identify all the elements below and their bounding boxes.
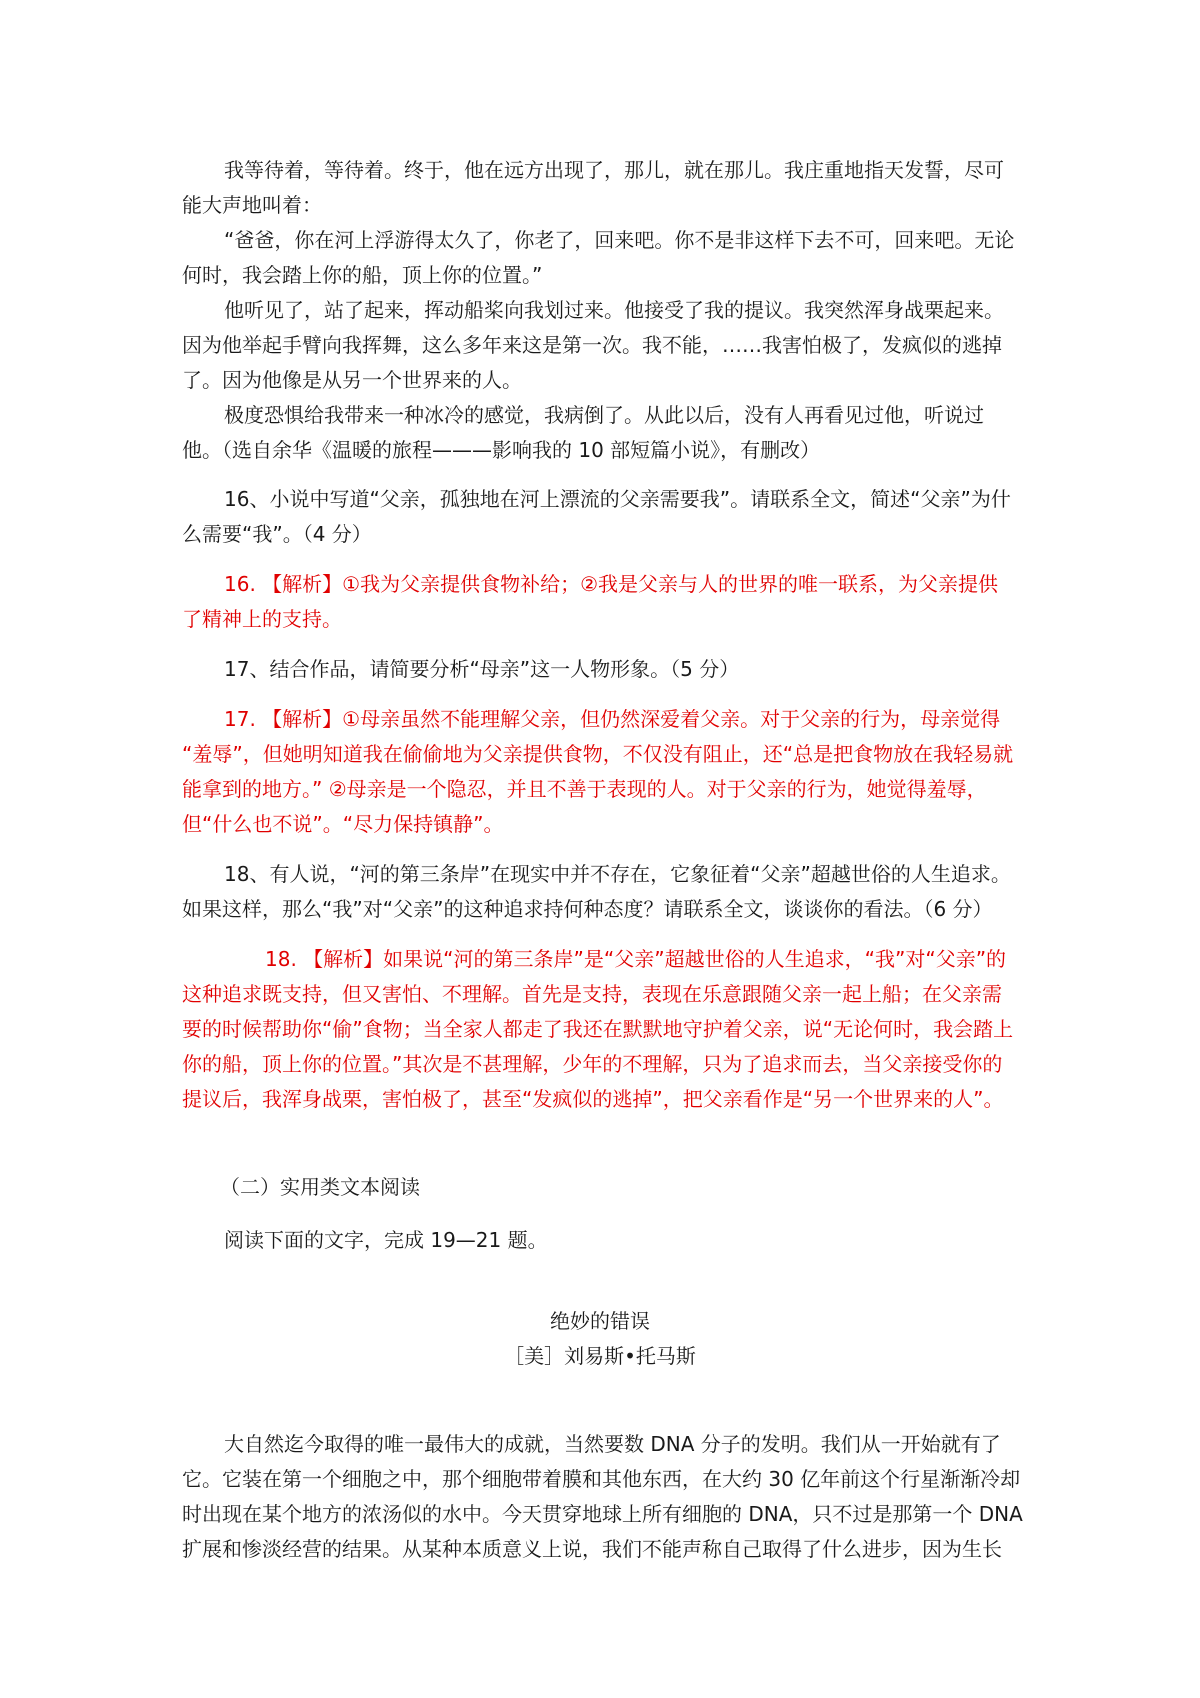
article-title: 绝妙的错误 — [550, 1309, 650, 1333]
answer-17: 但“什么也不说”。“尽力保持镇静”。 — [182, 812, 504, 836]
question-18: 18、有人说，“河的第三条岸”在现实中并不存在，它象征着“父亲”超越世俗的人生追求。 — [224, 862, 1011, 886]
story-source-line: 他。（选自余华《温暖的旅程———影响我的 10 部短篇小说》，有删改） — [182, 438, 821, 462]
story-line: 因为他举起手臂向我挥舞，这么多年来这是第一次。我不能，……我害怕极了，发疯似的逃掉 — [182, 333, 1002, 357]
section-heading: （二）实用类文本阅读 — [220, 1175, 420, 1199]
answer-16: 了精神上的支持。 — [182, 607, 342, 631]
answer-16: 16. 【解析】①我为父亲提供食物补给；②我是父亲与人的世界的唯一联系，为父亲提供 — [224, 572, 999, 596]
answer-18: 18. 【解析】如果说“河的第三条岸”是“父亲”超越世俗的人生追求，“我”对“父亲”的 — [265, 947, 1007, 971]
article-author: ［美］刘易斯•托马斯 — [504, 1344, 696, 1368]
story-line: 我等待着，等待着。终于，他在远方出现了，那儿，就在那儿。我庄重地指天发誓，尽可 — [224, 158, 1004, 182]
question-16: 16、小说中写道“父亲，孤独地在河上漂流的父亲需要我”。请联系全文，简述“父亲”为什 — [224, 487, 1011, 511]
answer-17: 能拿到的地方。” ②母亲是一个隐忍，并且不善于表现的人。对于父亲的行为，她觉得羞辱， — [182, 777, 987, 801]
article-line: 扩展和惨淡经营的结果。从某种本质意义上说，我们不能声称自己取得了什么进步，因为生长 — [182, 1537, 1002, 1561]
question-18: 如果这样，那么“我”对“父亲”的这种追求持何种态度？请联系全文，谈谈你的看法。（6 分） — [182, 897, 993, 921]
story-line: 他听见了，站了起来，挥动船桨向我划过来。他接受了我的提议。我突然浑身战栗起来。 — [224, 298, 1004, 322]
answer-18: 提议后，我浑身战栗，害怕极了，甚至“发疯似的逃掉”，把父亲看作是“另一个世界来的人”。 — [182, 1087, 1004, 1111]
story-line: 能大声地叫着： — [182, 193, 322, 217]
question-16: 么需要“我”。（4 分） — [182, 522, 372, 546]
answer-18: 你的船，顶上你的位置。”其次是不甚理解，少年的不理解，只为了追求而去，当父亲接受你的 — [182, 1052, 1003, 1076]
answer-18: 这种追求既支持，但又害怕、不理解。首先是支持，表现在乐意跟随父亲一起上船；在父亲需 — [182, 982, 1002, 1006]
article-line: 时出现在某个地方的浓汤似的水中。今天贯穿地球上所有细胞的 DNA，只不过是那第一个 DNA — [182, 1502, 1023, 1526]
answer-17: “羞辱”，但她明知道我在偷偷地为父亲提供食物，不仅没有阻止，还“总是把食物放在我轻易就 — [182, 742, 1014, 766]
reading-instruction: 阅读下面的文字，完成 19—21 题。 — [224, 1228, 548, 1252]
answer-17: 17. 【解析】①母亲虽然不能理解父亲，但仍然深爱着父亲。对于父亲的行为，母亲觉得 — [224, 707, 1001, 731]
article-line: 大自然迄今取得的唯一最伟大的成就，当然要数 DNA 分子的发明。我们从一开始就有了 — [224, 1432, 1001, 1456]
answer-18: 要的时候帮助你“偷”食物；当全家人都走了我还在默默地守护着父亲，说“无论何时，我会踏上 — [182, 1017, 1014, 1041]
question-17: 17、结合作品，请简要分析“母亲”这一人物形象。（5 分） — [224, 657, 740, 681]
article-line: 它。它装在第一个细胞之中，那个细胞带着膜和其他东西，在大约 30 亿年前这个行星渐渐冷却 — [182, 1467, 1021, 1491]
story-line: 何时，我会踏上你的船，顶上你的位置。” — [182, 263, 543, 287]
story-line: 极度恐惧给我带来一种冰冷的感觉，我病倒了。从此以后，没有人再看见过他，听说过 — [224, 403, 984, 427]
story-line: 了。因为他像是从另一个世界来的人。 — [182, 368, 522, 392]
story-line: “爸爸，你在河上浮游得太久了，你老了，回来吧。你不是非这样下去不可，回来吧。无论 — [224, 228, 1015, 252]
